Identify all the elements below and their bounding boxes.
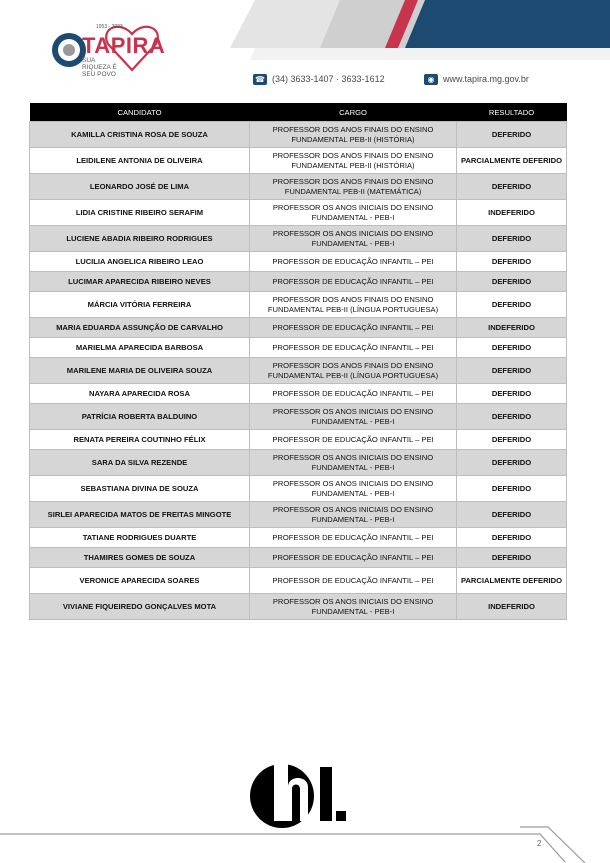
candidate-name-cell: SIRLEI APARECIDA MATOS DE FREITAS MINGOTE (30, 502, 250, 528)
candidate-name-cell: RENATA PEREIRA COUTINHO FÉLIX (30, 430, 250, 450)
result-cell: DEFERIDO (457, 122, 567, 148)
candidate-name-cell: LEONARDO JOSÉ DE LIMA (30, 174, 250, 200)
table-row (30, 594, 567, 620)
table-row (30, 122, 567, 148)
phone-contact (253, 74, 385, 85)
position-cell: PROFESSOR DOS ANOS FINAIS DO ENSINO FUNDAMENTAL PEB-II (LÍNGUA PORTUGUESA) (250, 358, 457, 384)
phone-icon: ☎ (253, 74, 267, 85)
hl-logo-icon (246, 757, 366, 835)
result-cell: DEFERIDO (457, 384, 567, 404)
candidate-name-cell: LUCIMAR APARECIDA RIBEIRO NEVES (30, 272, 250, 292)
table-row (30, 272, 567, 292)
banner-bottom-strip (250, 48, 610, 60)
candidate-name-cell: MARIELMA APARECIDA BARBOSA (30, 338, 250, 358)
candidate-name-cell: VIVIANE FIQUEIREDO GONÇALVES MOTA (30, 594, 250, 620)
position-cell: PROFESSOR DOS ANOS FINAIS DO ENSINO FUNDAMENTAL PEB-II (LÍNGUA PORTUGUESA) (250, 292, 457, 318)
result-cell: INDEFERIDO (457, 200, 567, 226)
position-cell: PROFESSOR DOS ANOS FINAIS DO ENSINO FUNDAMENTAL PEB-II (HISTÓRIA) (250, 122, 457, 148)
table-row (30, 318, 567, 338)
website-contact[interactable] (424, 74, 529, 85)
result-cell: INDEFERIDO (457, 594, 567, 620)
result-cell: DEFERIDO (457, 404, 567, 430)
logo-years: 1953 - 2023 (96, 24, 123, 30)
table-row (30, 358, 567, 384)
position-cell: PROFESSOR DE EDUCAÇÃO INFANTIL – PEI (250, 318, 457, 338)
header-cargo: CARGO (250, 103, 457, 122)
result-cell: DEFERIDO (457, 292, 567, 318)
position-cell: PROFESSOR OS ANOS INICIAIS DO ENSINO FUNDAMENTAL - PEB-I (250, 404, 457, 430)
result-cell: DEFERIDO (457, 430, 567, 450)
position-cell: PROFESSOR DE EDUCAÇÃO INFANTIL – PEI (250, 272, 457, 292)
position-cell: PROFESSOR OS ANOS INICIAIS DO ENSINO FUNDAMENTAL - PEB-I (250, 450, 457, 476)
table-row (30, 292, 567, 318)
header-resultado: RESULTADO (457, 103, 567, 122)
banner-navy-shape (405, 0, 610, 48)
table-row (30, 568, 567, 594)
result-cell: PARCIALMENTE DEFERIDO (457, 568, 567, 594)
candidate-name-cell: LUCILIA ANGELICA RIBEIRO LEAO (30, 252, 250, 272)
candidate-name-cell: NAYARA APARECIDA ROSA (30, 384, 250, 404)
position-cell: PROFESSOR DOS ANOS FINAIS DO ENSINO FUNDAMENTAL PEB-II (MATEMÁTICA) (250, 174, 457, 200)
result-cell: PARCIALMENTE DEFERIDO (457, 148, 567, 174)
table-row (30, 450, 567, 476)
position-cell: PROFESSOR OS ANOS INICIAIS DO ENSINO FUNDAMENTAL - PEB-I (250, 226, 457, 252)
position-cell: PROFESSOR DE EDUCAÇÃO INFANTIL – PEI (250, 528, 457, 548)
candidate-name-cell: LEIDILENE ANTONIA DE OLIVEIRA (30, 148, 250, 174)
position-cell: PROFESSOR DE EDUCAÇÃO INFANTIL – PEI (250, 252, 457, 272)
result-cell: DEFERIDO (457, 272, 567, 292)
table-row (30, 502, 567, 528)
header-candidato: CANDIDATO (30, 103, 250, 122)
table-row (30, 404, 567, 430)
footer-decoration (0, 826, 610, 863)
result-cell: INDEFERIDO (457, 318, 567, 338)
position-cell: PROFESSOR DE EDUCAÇÃO INFANTIL – PEI (250, 548, 457, 568)
candidate-name-cell: THAMIRES GOMES DE SOUZA (30, 548, 250, 568)
table-row (30, 226, 567, 252)
table-body (30, 122, 567, 620)
candidate-name-cell: VERONICE APARECIDA SOARES (30, 568, 250, 594)
position-cell: PROFESSOR DE EDUCAÇÃO INFANTIL – PEI (250, 568, 457, 594)
table-header-row (30, 103, 567, 122)
position-cell: PROFESSOR DOS ANOS FINAIS DO ENSINO FUNDAMENTAL PEB-II (HISTÓRIA) (250, 148, 457, 174)
position-cell: PROFESSOR DE EDUCAÇÃO INFANTIL – PEI (250, 384, 457, 404)
candidate-name-cell: KAMILLA CRISTINA ROSA DE SOUZA (30, 122, 250, 148)
position-cell: PROFESSOR DE EDUCAÇÃO INFANTIL – PEI (250, 430, 457, 450)
result-cell: DEFERIDO (457, 338, 567, 358)
candidate-name-cell: MÁRCIA VITÓRIA FERREIRA (30, 292, 250, 318)
result-cell: DEFERIDO (457, 252, 567, 272)
candidate-name-cell: MARIA EDUARDA ASSUNÇÃO DE CARVALHO (30, 318, 250, 338)
table-row (30, 252, 567, 272)
candidate-name-cell: SEBASTIANA DIVINA DE SOUZA (30, 476, 250, 502)
result-cell: DEFERIDO (457, 502, 567, 528)
table-row (30, 430, 567, 450)
table-row (30, 548, 567, 568)
logo-name: TAPIRA (82, 33, 166, 58)
result-cell: DEFERIDO (457, 476, 567, 502)
candidate-name-cell: TATIANE RODRIGUES DUARTE (30, 528, 250, 548)
phone-text: (34) 3633-1407 · 3633-1612 (272, 74, 385, 84)
result-cell: DEFERIDO (457, 358, 567, 384)
table-row (30, 338, 567, 358)
candidate-name-cell: SARA DA SILVA REZENDE (30, 450, 250, 476)
candidate-name-cell: MARILENE MARIA DE OLIVEIRA SOUZA (30, 358, 250, 384)
position-cell: PROFESSOR OS ANOS INICIAIS DO ENSINO FUNDAMENTAL - PEB-I (250, 594, 457, 620)
result-cell: DEFERIDO (457, 174, 567, 200)
table-row (30, 174, 567, 200)
table-row (30, 528, 567, 548)
candidate-name-cell: LUCIENE ABADIA RIBEIRO RODRIGUES (30, 226, 250, 252)
globe-icon: ◉ (424, 74, 438, 85)
candidate-name-cell: PATRÍCIA ROBERTA BALDUINO (30, 404, 250, 430)
candidate-name-cell: LIDIA CRISTINE RIBEIRO SERAFIM (30, 200, 250, 226)
table-row (30, 476, 567, 502)
table-row (30, 384, 567, 404)
logo-tagline: SUA RIQUEZA É SEU POVO (82, 57, 117, 78)
table-row (30, 148, 567, 174)
result-cell: DEFERIDO (457, 226, 567, 252)
position-cell: PROFESSOR OS ANOS INICIAIS DO ENSINO FUNDAMENTAL - PEB-I (250, 502, 457, 528)
website-text[interactable]: www.tapira.mg.gov.br (443, 74, 529, 84)
position-cell: PROFESSOR OS ANOS INICIAIS DO ENSINO FUNDAMENTAL - PEB-I (250, 200, 457, 226)
result-cell: DEFERIDO (457, 548, 567, 568)
page-number: 2 (537, 839, 542, 848)
position-cell: PROFESSOR OS ANOS INICIAIS DO ENSINO FUNDAMENTAL - PEB-I (250, 476, 457, 502)
results-table (29, 103, 567, 620)
position-cell: PROFESSOR DE EDUCAÇÃO INFANTIL – PEI (250, 338, 457, 358)
result-cell: DEFERIDO (457, 528, 567, 548)
table-row (30, 200, 567, 226)
result-cell: DEFERIDO (457, 450, 567, 476)
